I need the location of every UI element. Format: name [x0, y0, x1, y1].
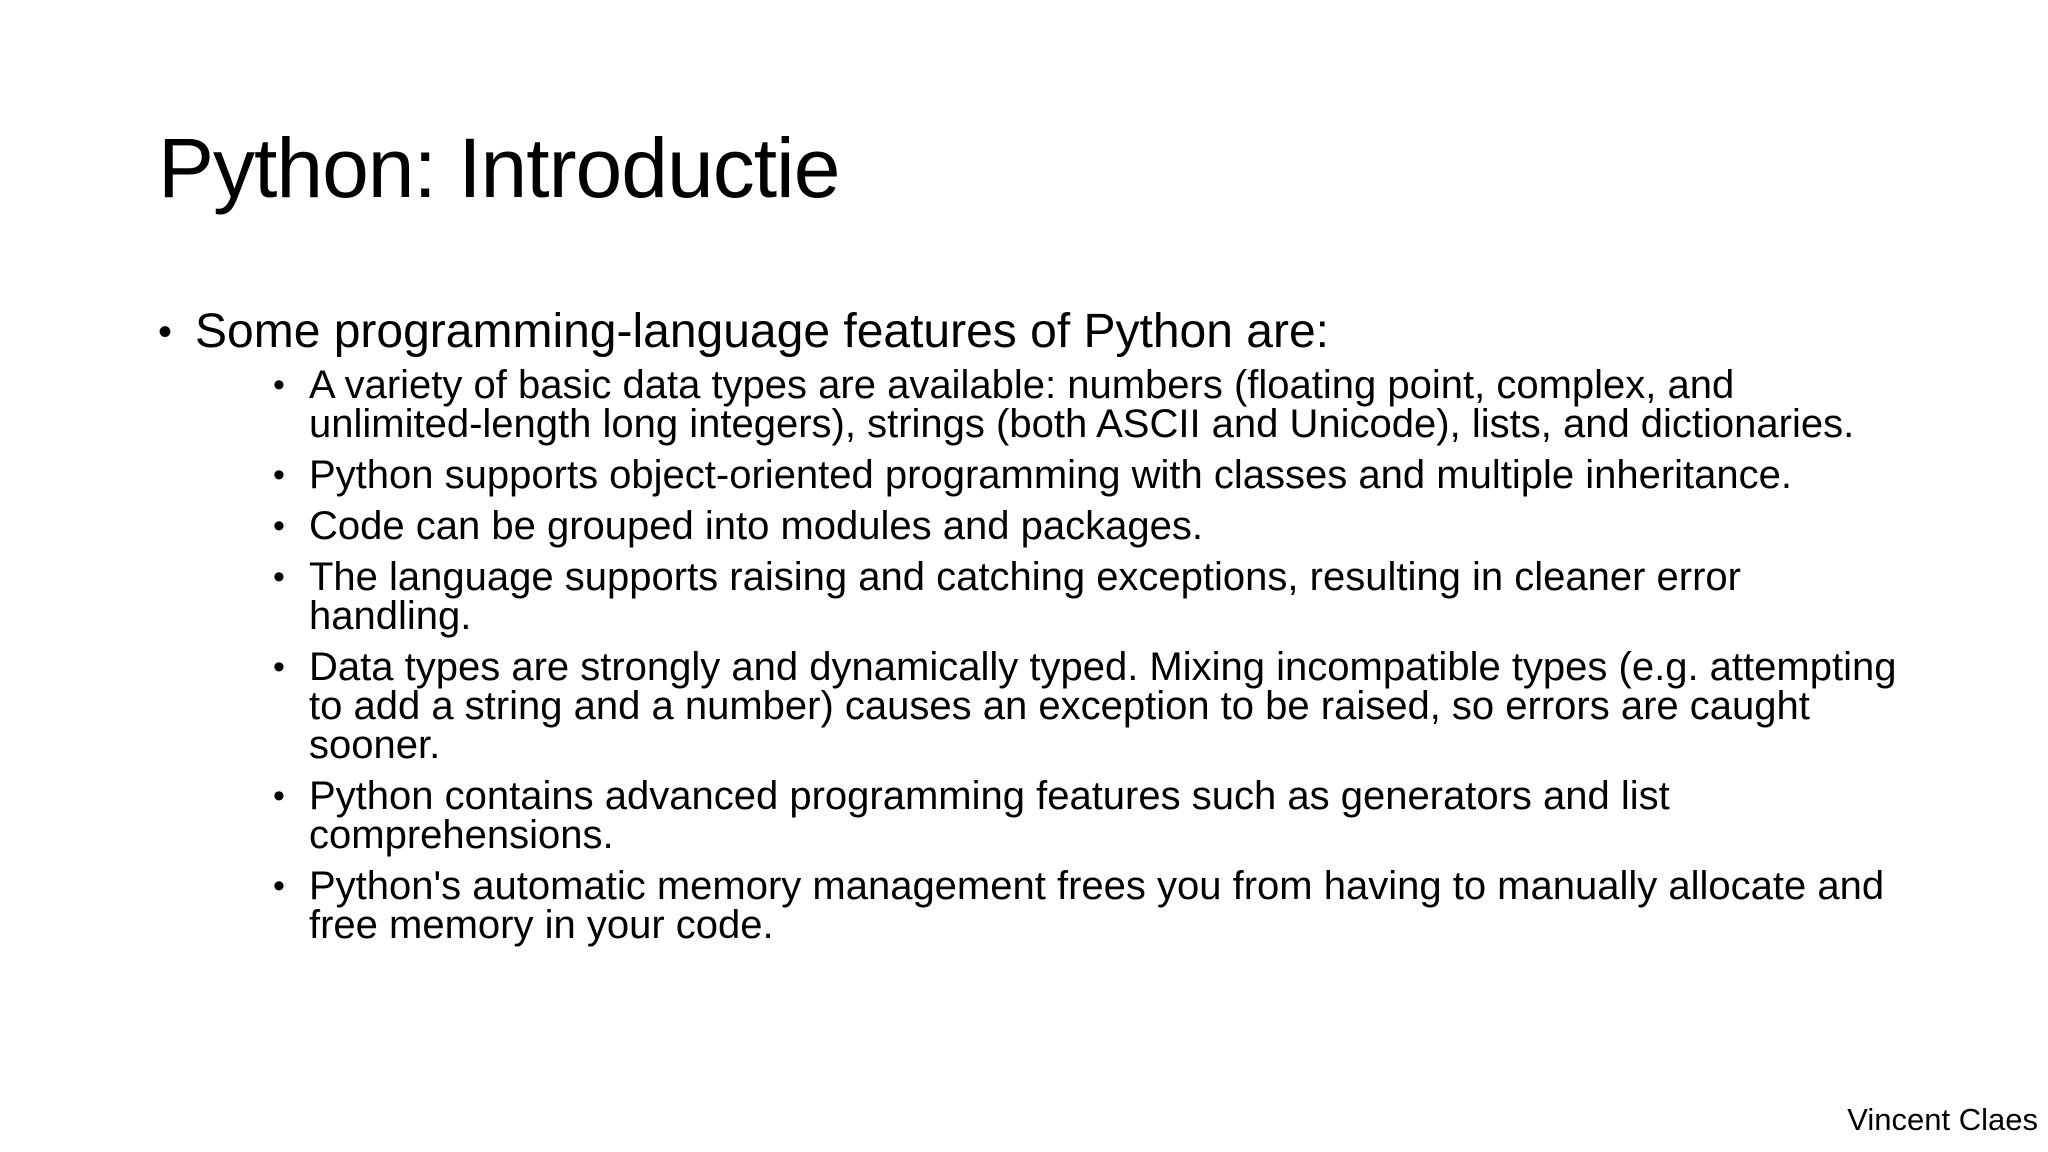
bullet-icon: • [158, 310, 173, 354]
feature-item [273, 363, 1903, 446]
main-point-text: Some programming-language features of Python are: [195, 305, 1329, 358]
feature-item [273, 645, 1903, 767]
bullet-icon: • [273, 867, 285, 905]
feature-text: Code can be grouped into modules and packages. [309, 504, 1203, 548]
feature-item [273, 453, 1903, 497]
feature-text: Python's automatic memory management frees you from having to manually allocate and free memory in your code. [309, 864, 1885, 947]
feature-text: Python supports object-oriented programming with classes and multiple inheritance. [309, 453, 1792, 497]
feature-item [273, 504, 1903, 548]
bullet-icon: • [273, 558, 285, 596]
feature-item [273, 864, 1903, 947]
feature-text: The language supports raising and catching exceptions, resulting in cleaner error handling. [309, 555, 1741, 638]
feature-text: Python contains advanced programming features such as generators and list comprehensions. [309, 774, 1670, 857]
feature-text: A variety of basic data types are available: numbers (floating point, complex, and unlimited-length long integers), strings (both ASCII and Unicode), lists, and dictionaries. [309, 363, 1855, 446]
slide-content [158, 302, 2008, 957]
feature-item [273, 774, 1903, 857]
author-footer: Vincent Claes [1847, 1102, 2038, 1137]
feature-list [158, 363, 2008, 947]
bullet-icon: • [273, 507, 285, 545]
feature-text: Data types are strongly and dynamically typed. Mixing incompatible types (e.g. attempting to add a string and a number) causes an exception to be raised, so errors are caught sooner. [309, 645, 1897, 767]
bullet-icon: • [273, 648, 285, 686]
slide-title: Python: Introductie [158, 121, 840, 215]
bullet-icon: • [273, 777, 285, 815]
bullet-icon: • [273, 456, 285, 494]
feature-item [273, 555, 1903, 638]
bullet-icon: • [273, 366, 285, 404]
main-bullet-point [158, 302, 2008, 362]
